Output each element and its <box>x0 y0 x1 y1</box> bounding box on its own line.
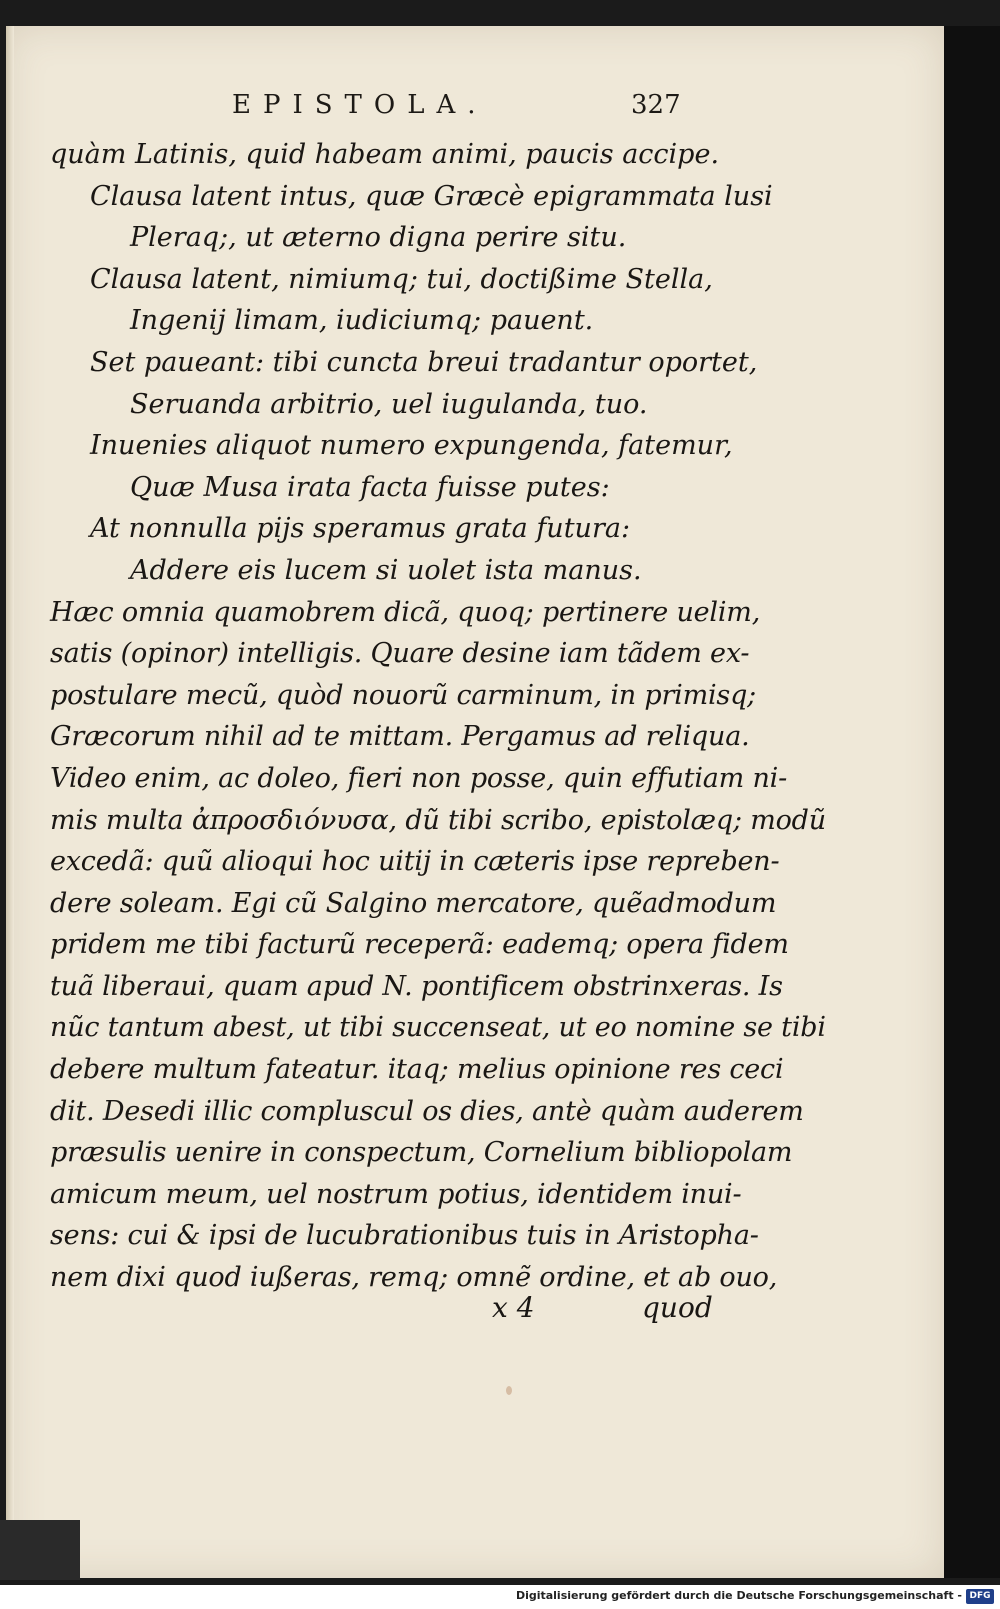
text-line: nũc tantum abest, ut tibi succenseat, ut eo nomine se tibi <box>50 1012 826 1044</box>
text-line: satis (opinor) intelligis. Quare desine iam tãdem ex- <box>50 638 750 670</box>
verse-line: Seruanda arbitrio, uel iugulanda, tuo. <box>130 388 648 420</box>
binding-strip <box>0 1520 80 1580</box>
text-line: præsulis uenire in conspectum, Cornelium bibliopolam <box>50 1137 793 1169</box>
page-gutter <box>6 26 14 1578</box>
text-line: sens: cui & ipsi de lucubrationibus tuis in Aristopha- <box>50 1220 759 1252</box>
text-line: nem dixi quod iußeras, remq; omnẽ ordine, et ab ouo, <box>50 1262 778 1294</box>
text-line: dere soleam. Egi cũ Salgino mercatore, quẽadmodum <box>50 887 777 919</box>
text-line: dit. Desedi illic compluscul os dies, antè quàm auderem <box>50 1095 804 1127</box>
book-edge <box>944 26 1000 1578</box>
text-line: Hæc omnia quamobrem dicã, quoq; pertinere uelim, <box>50 596 761 628</box>
ink-stain <box>506 1386 512 1395</box>
verse-line: Clausa latent, nimiumq; tui, doctißime Stella, <box>90 263 713 295</box>
text-block <box>50 134 826 1299</box>
verse-line: Pleraq;, ut æterno digna perire situ. <box>130 222 627 254</box>
book-page <box>6 26 944 1578</box>
running-title: EPISTOLA. <box>232 90 488 120</box>
verse-line: Clausa latent intus, quæ Græcè epigrammata lusi <box>90 180 773 212</box>
dfg-logo: DFG <box>966 1589 994 1604</box>
text-line: amicum meum, uel nostrum potius, identidem inui- <box>50 1178 742 1210</box>
text-line: pridem me tibi facturũ receperã: eademq; opera fidem <box>50 929 789 961</box>
catchword: quod <box>642 1291 713 1324</box>
text-line: debere multum fateatur. itaq; melius opinione res ceci <box>50 1054 784 1086</box>
text-line: tuã liberaui, quam apud N. pontificem obstrinxeras. Is <box>50 970 783 1002</box>
verse-line: Inuenies aliquot numero expungenda, fatemur, <box>90 430 733 462</box>
verse-line: Set paueant: tibi cuncta breui tradantur oportet, <box>90 346 758 378</box>
text-line: postulare mecũ, quòd nouorũ carminum, in primisq; <box>50 679 757 711</box>
signature-mark: x 4 <box>492 1291 535 1324</box>
text-line: quàm Latinis, quid habeam animi, paucis accipe. <box>50 139 720 170</box>
footer-bar <box>0 1585 1000 1609</box>
text-line: mis multa ἀπροσδιόνυσα, dũ tibi scribo, epistolæq; modũ <box>50 804 826 836</box>
verse-line: At nonnulla pijs speramus grata futura: <box>90 513 631 545</box>
verse-line: Addere eis lucem si uolet ista manus. <box>130 554 642 586</box>
page-number: 327 <box>631 90 681 120</box>
text-line: excedã: quũ alioqui hoc uitij in cæteris ipse repreben- <box>50 846 780 878</box>
text-line: Græcorum nihil ad te mittam. Pergamus ad reliqua. <box>50 721 750 753</box>
text-line: Video enim, ac doleo, fieri non posse, quin effutiam ni- <box>50 762 787 794</box>
verse-line: Quæ Musa irata facta fuisse putes: <box>130 471 610 503</box>
footer-credit: Digitalisierung gefördert durch die Deutsche Forschungsgemeinschaft - <box>515 1589 962 1602</box>
verse-line: Ingenij limam, iudiciumq; pauent. <box>130 305 594 337</box>
